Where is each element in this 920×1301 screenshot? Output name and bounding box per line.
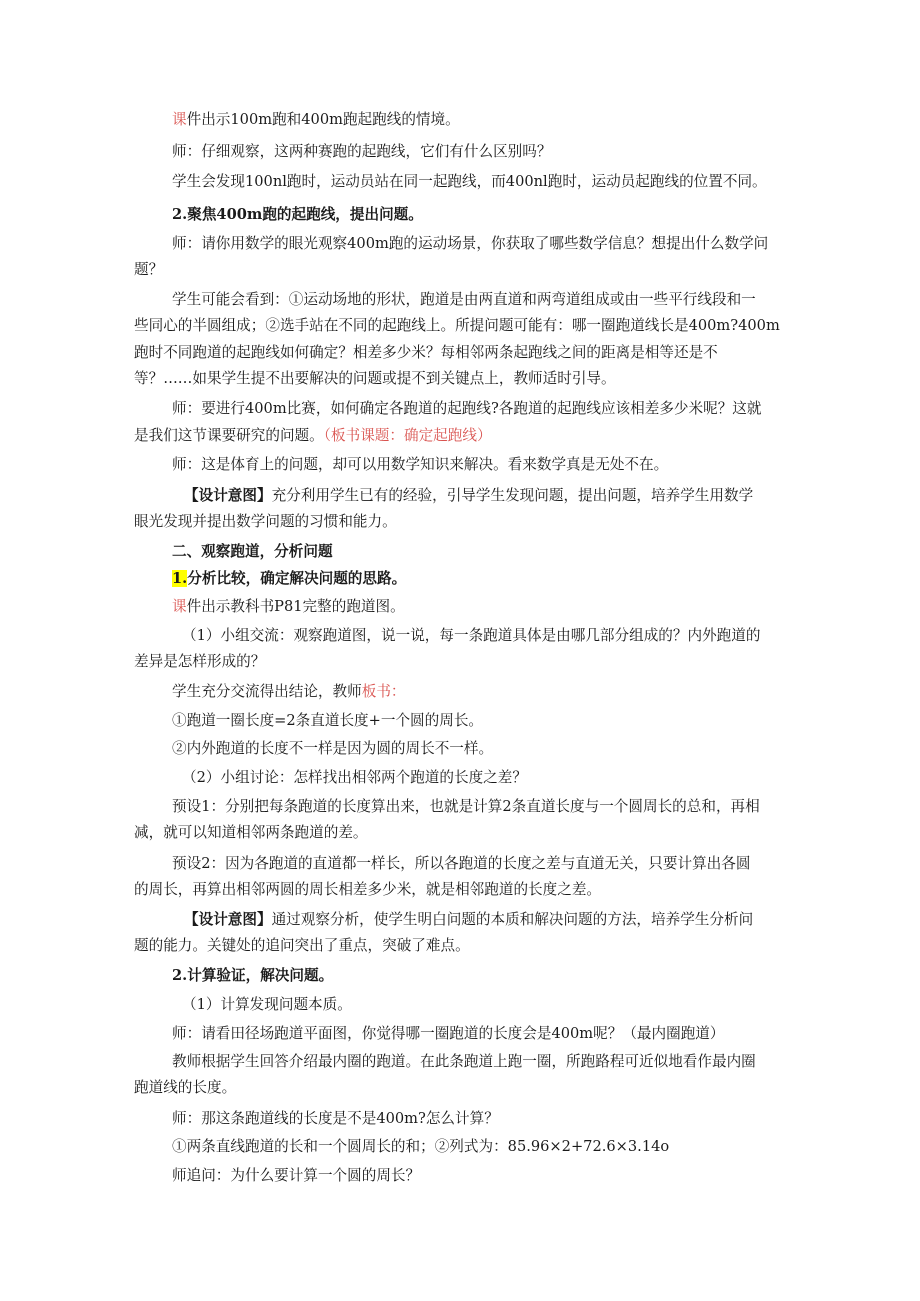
section-heading bbox=[172, 966, 333, 986]
line-text: 是我们这节课要研究的问题。 bbox=[134, 427, 324, 444]
line-text: 二、观察跑道，分析问题 bbox=[172, 543, 333, 560]
paragraph-line bbox=[134, 936, 470, 956]
line-text: ①跑道一圈长度=2条直道长度+一个圆的周长。 bbox=[172, 712, 484, 729]
paragraph-line bbox=[172, 739, 493, 759]
design-intent-line bbox=[184, 486, 753, 506]
highlight-text: 课 bbox=[172, 598, 187, 615]
paragraph-line bbox=[172, 1052, 756, 1072]
line-text: 师：请看田径场跑道平面图，你觉得哪一圈跑道的长度会是400m呢？（最内圈跑道） bbox=[172, 1025, 725, 1042]
line-text: 学生可能会看到：①运动场地的形状，跑道是由两直道和两弯道组成或由一些平行线段和一 bbox=[172, 291, 756, 308]
line-text: 差异是怎样形成的？ bbox=[134, 653, 266, 670]
paragraph-line bbox=[134, 426, 492, 446]
paragraph-line bbox=[172, 142, 551, 162]
paragraph-line bbox=[172, 597, 405, 617]
design-intent-label: 【设计意图】 bbox=[184, 487, 272, 504]
line-text: 眼光发现并提出数学问题的习惯和能力。 bbox=[134, 513, 397, 530]
line-text: 师：请你用数学的眼光观察400m跑的运动场景，你获取了哪些数学信息？想提出什么数学问 bbox=[172, 235, 769, 252]
line-text: 预设1：分别把每条跑道的长度算出来，也就是计算2条直道长度与一个圆周长的总和，再相 bbox=[172, 798, 760, 815]
paragraph-line bbox=[134, 652, 265, 672]
paragraph-line bbox=[182, 626, 760, 646]
paragraph-line bbox=[134, 343, 718, 363]
paragraph-line bbox=[134, 316, 780, 336]
design-intent-label: 【设计意图】 bbox=[184, 911, 272, 928]
line-text: 充分利用学生已有的经验，引导学生发现问题，提出问题，培养学生用数学 bbox=[271, 487, 754, 504]
paragraph-line bbox=[172, 455, 668, 475]
line-text: 题？ bbox=[134, 261, 164, 278]
paragraph-line bbox=[172, 682, 406, 702]
line-text: 学生充分交流得出结论，教师 bbox=[172, 683, 362, 700]
line-text: 师追问：为什么要计算一个圆的周长？ bbox=[172, 1167, 421, 1184]
line-text: 师：仔细观察，这两种赛跑的起跑线，它们有什么区别吗？ bbox=[172, 143, 552, 160]
line-text: 教师根据学生回答介绍最内圈的跑道。在此条跑道上跑一圈，所跑路程可近似地看作最内圈 bbox=[172, 1053, 756, 1070]
line-text: 2.计算验证，解决问题。 bbox=[172, 967, 334, 984]
blackboard-note: （板书课题：确定起跑线） bbox=[323, 427, 492, 444]
line-text: 等？……如果学生提不出要解决的问题或提不到关键点上，教师适时引导。 bbox=[134, 370, 616, 387]
paragraph-line bbox=[172, 854, 750, 874]
paragraph-line bbox=[172, 399, 762, 419]
line-text: 通过观察分析，使学生明白问题的本质和解决问题的方法，培养学生分析问 bbox=[271, 911, 754, 928]
design-intent-line bbox=[184, 910, 753, 930]
line-text: 题的能力。关键处的追问突出了重点，突破了难点。 bbox=[134, 937, 470, 954]
paragraph-line bbox=[172, 711, 483, 731]
paragraph-line bbox=[134, 1078, 236, 1098]
highlighted-number: 1. bbox=[172, 570, 188, 587]
paragraph-line bbox=[134, 512, 397, 532]
paragraph-line bbox=[182, 995, 352, 1015]
paragraph-line bbox=[182, 768, 527, 788]
highlight-text: 课 bbox=[172, 111, 187, 128]
paragraph-line bbox=[172, 172, 767, 192]
line-text: 师：这是体育上的问题，却可以用数学知识来解决。看来数学真是无处不在。 bbox=[172, 456, 669, 473]
paragraph-line bbox=[134, 880, 601, 900]
line-text: ②内外跑道的长度不一样是因为圆的周长不一样。 bbox=[172, 740, 494, 757]
paragraph-line bbox=[134, 260, 163, 280]
paragraph-line bbox=[172, 1024, 724, 1044]
line-text: （1）小组交流：观察跑道图，说一说，每一条跑道具体是由哪几部分组成的？内外跑道的 bbox=[182, 627, 761, 644]
paragraph-line bbox=[172, 1137, 669, 1157]
line-text: 分析比较，确定解决问题的思路。 bbox=[187, 570, 407, 587]
line-text: 的周长，再算出相邻两圆的周长相差多少米，就是相邻跑道的长度之差。 bbox=[134, 881, 602, 898]
section-heading bbox=[172, 205, 423, 225]
line-text: （2）小组讨论：怎样找出相邻两个跑道的长度之差？ bbox=[182, 769, 527, 786]
blackboard-note: 板书： bbox=[361, 683, 406, 700]
paragraph-line bbox=[172, 290, 756, 310]
line-text: 跑道线的长度。 bbox=[134, 1079, 237, 1096]
paragraph-line bbox=[172, 110, 460, 130]
line-text: （1）计算发现问题本质。 bbox=[182, 996, 352, 1013]
line-text: 师：要进行400m比赛，如何确定各跑道的起跑线?各跑道的起跑线应该相差多少米呢？这就 bbox=[172, 400, 762, 417]
line-text: 跑时不同跑道的起跑线如何确定？相差多少米？每相邻两条起跑线之间的距离是相等还是不 bbox=[134, 344, 718, 361]
paragraph-line bbox=[172, 1109, 499, 1129]
paragraph-line bbox=[134, 823, 368, 843]
paragraph-line bbox=[172, 234, 768, 254]
line-text: 减，就可以知道相邻两条跑道的差。 bbox=[134, 824, 368, 841]
paragraph-line bbox=[134, 369, 616, 389]
section-heading bbox=[172, 542, 333, 562]
line-text: 学生会发现100nl跑时，运动员站在同一起跑线，而400nl跑时，运动员起跑线的位置不同。 bbox=[172, 173, 767, 190]
section-heading bbox=[172, 569, 406, 589]
paragraph-line bbox=[172, 1166, 420, 1186]
line-text: 件出示100m跑和400m跑起跑线的情境。 bbox=[186, 111, 460, 128]
line-text: 预设2：因为各跑道的直道都一样长，所以各跑道的长度之差与直道无关，只要计算出各圆 bbox=[172, 855, 751, 872]
line-text: ①两条直线跑道的长和一个圆周长的和；②列式为：85.96×2+72.6×3.14o bbox=[172, 1138, 670, 1155]
line-text: 2.聚焦400m跑的起跑线，提出问题。 bbox=[172, 206, 423, 223]
line-text: 件出示教科书P81完整的跑道图。 bbox=[186, 598, 405, 615]
line-text: 师：那这条跑道线的长度是不是400m?怎么计算？ bbox=[172, 1110, 499, 1127]
paragraph-line bbox=[172, 797, 760, 817]
line-text: 些同心的半圆组成；②选手站在不同的起跑线上。所提问题可能有：哪一圈跑道线长是400m?400m bbox=[134, 317, 780, 334]
